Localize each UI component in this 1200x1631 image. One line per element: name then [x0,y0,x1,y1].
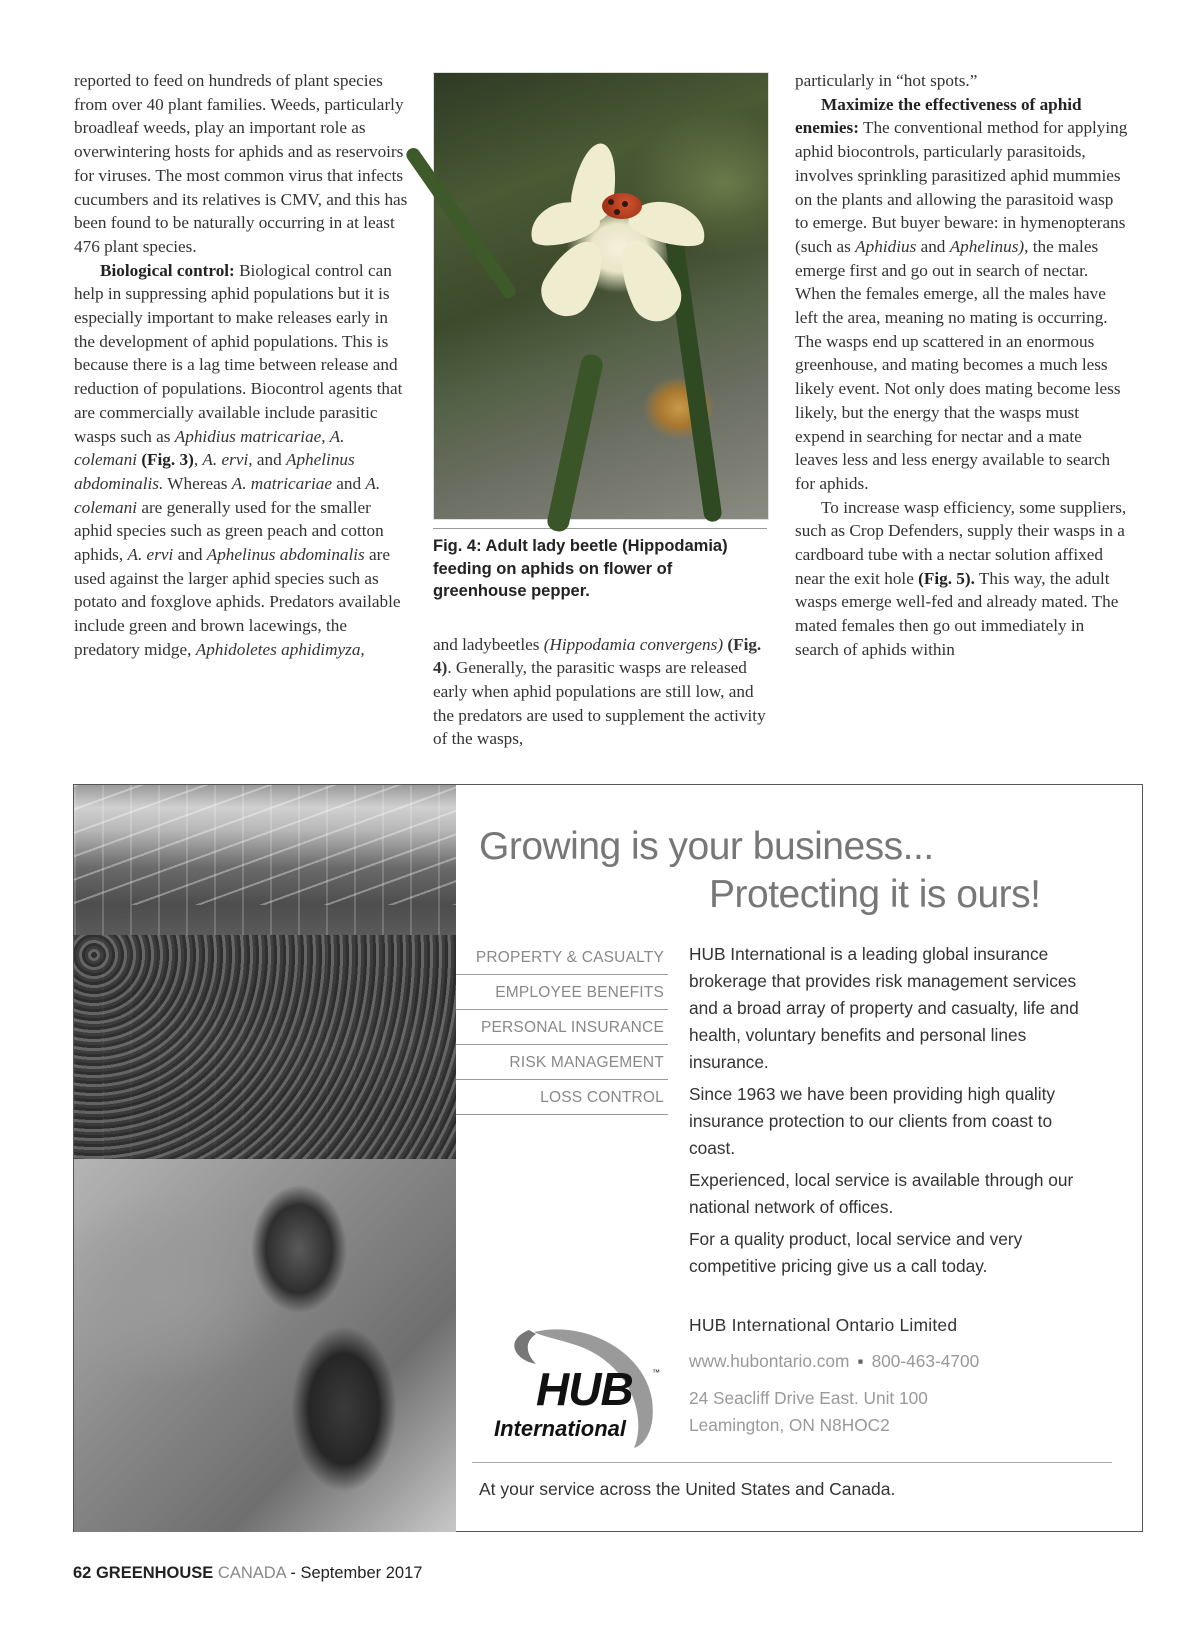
ad-paragraph: Experienced, local service is available through our national network of offices. [689,1170,1074,1217]
figure-caption: Fig. 4: Adult lady beetle (Hippodamia) feeding on aphids on flower of greenhouse pepper. [433,537,728,600]
species-name: Aphidoletes aphidimyza, [195,639,365,659]
species-name: Aphidius [855,236,917,256]
text-run: and [252,450,286,470]
species-name: Aphidius matricariae, A. colemani [74,426,345,470]
phone-number: 800-463-4700 [871,1351,980,1371]
text-run: To increase wasp efficiency, some suppliers, such as Crop Defenders, supply their wasps in a cardboard tube with a nectar solution affixed near the exit hole [795,497,1127,588]
address-line: Leamington, ON N8HOC2 [689,1415,890,1435]
hub-advertisement [73,784,1143,1532]
figure-divider [433,528,767,529]
contact-line [689,1351,979,1372]
text-run: This way, the adult wasps emerge well-fed and already mated. The mated females then go out immediately in search of aphids within [795,568,1119,659]
page-footer [73,1564,422,1583]
company-name: HUB International Ontario Limited [689,1315,958,1335]
paragraph: particularly in “hot spots.” [795,71,978,90]
ad-body-text [689,941,1089,1285]
paragraph-maximize [795,93,1129,496]
trademark-mark: ™ [652,1368,660,1377]
ad-subheadline: Protecting it is ours! [709,873,1041,916]
text-run: and [173,545,207,565]
article-column-3 [795,69,1129,662]
text-run: are generally used for the smaller aphid species such as green peach and cotton aphids, [74,497,384,565]
article-column-2 [433,72,773,751]
logo-subtext: International [494,1416,627,1441]
section-heading: Maximize the effectiveness of aphid enemies: [795,94,1082,138]
figure-reference: (Fig. 4) [433,634,762,678]
text-run: , [193,450,203,470]
service-list [456,940,668,1115]
figure-reference: (Fig. 5). [918,568,975,588]
text-run: are used against the larger aphid species such as potato and foxglove aphids. Predators available include green and brown lacewings, the predatory midge, [74,545,401,659]
service-item: LOSS CONTROL [456,1080,668,1115]
paragraph: reported to feed on hundreds of plant species from over 40 plant families. Weeds, particularly broadleaf weeds, play an important role as overwintering hosts for aphids and as reservoirs for viruses. The most common virus that infects cucumbers and its relatives is CMV, and this has been found to be naturally occurring in at least 476 plant species. [74,71,408,256]
service-item: EMPLOYEE BENEFITS [456,975,668,1010]
species-name: A. colemani [74,473,381,517]
article-column-1 [74,69,408,662]
ad-paragraph: Since 1963 we have been providing high quality insurance protection to our clients from coast to coast. [689,1084,1056,1158]
text-run: . Generally, the parasitic wasps are released early when aphid populations are still low, and the predators are used to supplement the activity of the wasps, [433,658,766,749]
ad-headline: Growing is your business... [479,825,934,868]
paragraph-wasp-efficiency [795,496,1129,662]
logo-wordmark: HUB [536,1363,633,1415]
ad-paragraph: HUB International is a leading global insurance brokerage that provides risk management services and a broad array of property and casualty, life and health, voluntary benefits and personal lines insurance. [689,944,1079,1072]
text-run: and [916,236,950,256]
species-name: A. matricariae [231,473,332,493]
address [689,1385,928,1439]
text-run: Biological control can help in suppressing aphid populations but it is especially important to make releases early in the development of aphid populations. This is because there is a lag time between release and reduction of populations. Biocontrol agents that are commercially available include parasitic wasps such as [74,260,403,446]
website-link[interactable]: www.hubontario.com [689,1351,850,1371]
species-name: (Hippodamia convergens) [543,634,724,654]
page-number: 62 [73,1564,92,1582]
species-name: A. ervi [127,545,174,565]
paragraph-biological-control [74,259,408,662]
figure-reference: (Fig. 3) [137,450,194,470]
species-name: Aphelinus), [949,236,1029,256]
service-item: RISK MANAGEMENT [456,1045,668,1080]
service-item: PROPERTY & CASUALTY [456,940,668,975]
service-item: PERSONAL INSURANCE [456,1010,668,1045]
issue-date: - September 2017 [290,1564,423,1582]
species-name: A. ervi, [202,450,253,470]
greenhouse-photo [74,785,456,1159]
paragraph [433,633,773,752]
pepper-photo [74,1159,456,1532]
hub-logo [474,1320,674,1450]
species-name: Aphelinus abdominalis. [74,450,355,493]
text-run: and ladybeetles [433,634,544,654]
separator-icon: ▪ [857,1351,864,1371]
ad-paragraph: For a quality product, local service and very competitive pricing give us a call today. [689,1229,1023,1276]
text-run: and [331,473,366,493]
text-run: the males emerge first and go out in search of nectar. When the females emerge, all the males have left the area, meaning no mating is occurring. The wasps end up scattered in an enormous greenhouse, and mating becomes a much less likely event. Not only does mating become less likely, but the energy that the wasps must expend in searching for nectar and a mate leaves less and less energy available to search for aphids. [795,236,1121,493]
ad-tagline: At your service across the United States and Canada. [479,1479,896,1499]
text-run: The conventional method for applying aphid biocontrols, particularly parasitoids, involves sprinkling parasitized aphid mummies on the plants and allowing the parasitoid wasp to emerge. But buyer beware: in hymenopterans (such as [795,118,1128,256]
section-heading: Biological control: [100,260,235,280]
lady-beetle [602,193,642,219]
figure-4-photo [433,72,769,520]
text-run: Whereas [163,473,232,493]
magazine-name-suffix: CANADA [217,1564,286,1582]
address-line: 24 Seacliff Drive East. Unit 100 [689,1388,928,1408]
ad-divider [472,1462,1112,1463]
magazine-name: GREENHOUSE [95,1564,214,1582]
species-name: Aphelinus abdominalis [206,545,365,565]
